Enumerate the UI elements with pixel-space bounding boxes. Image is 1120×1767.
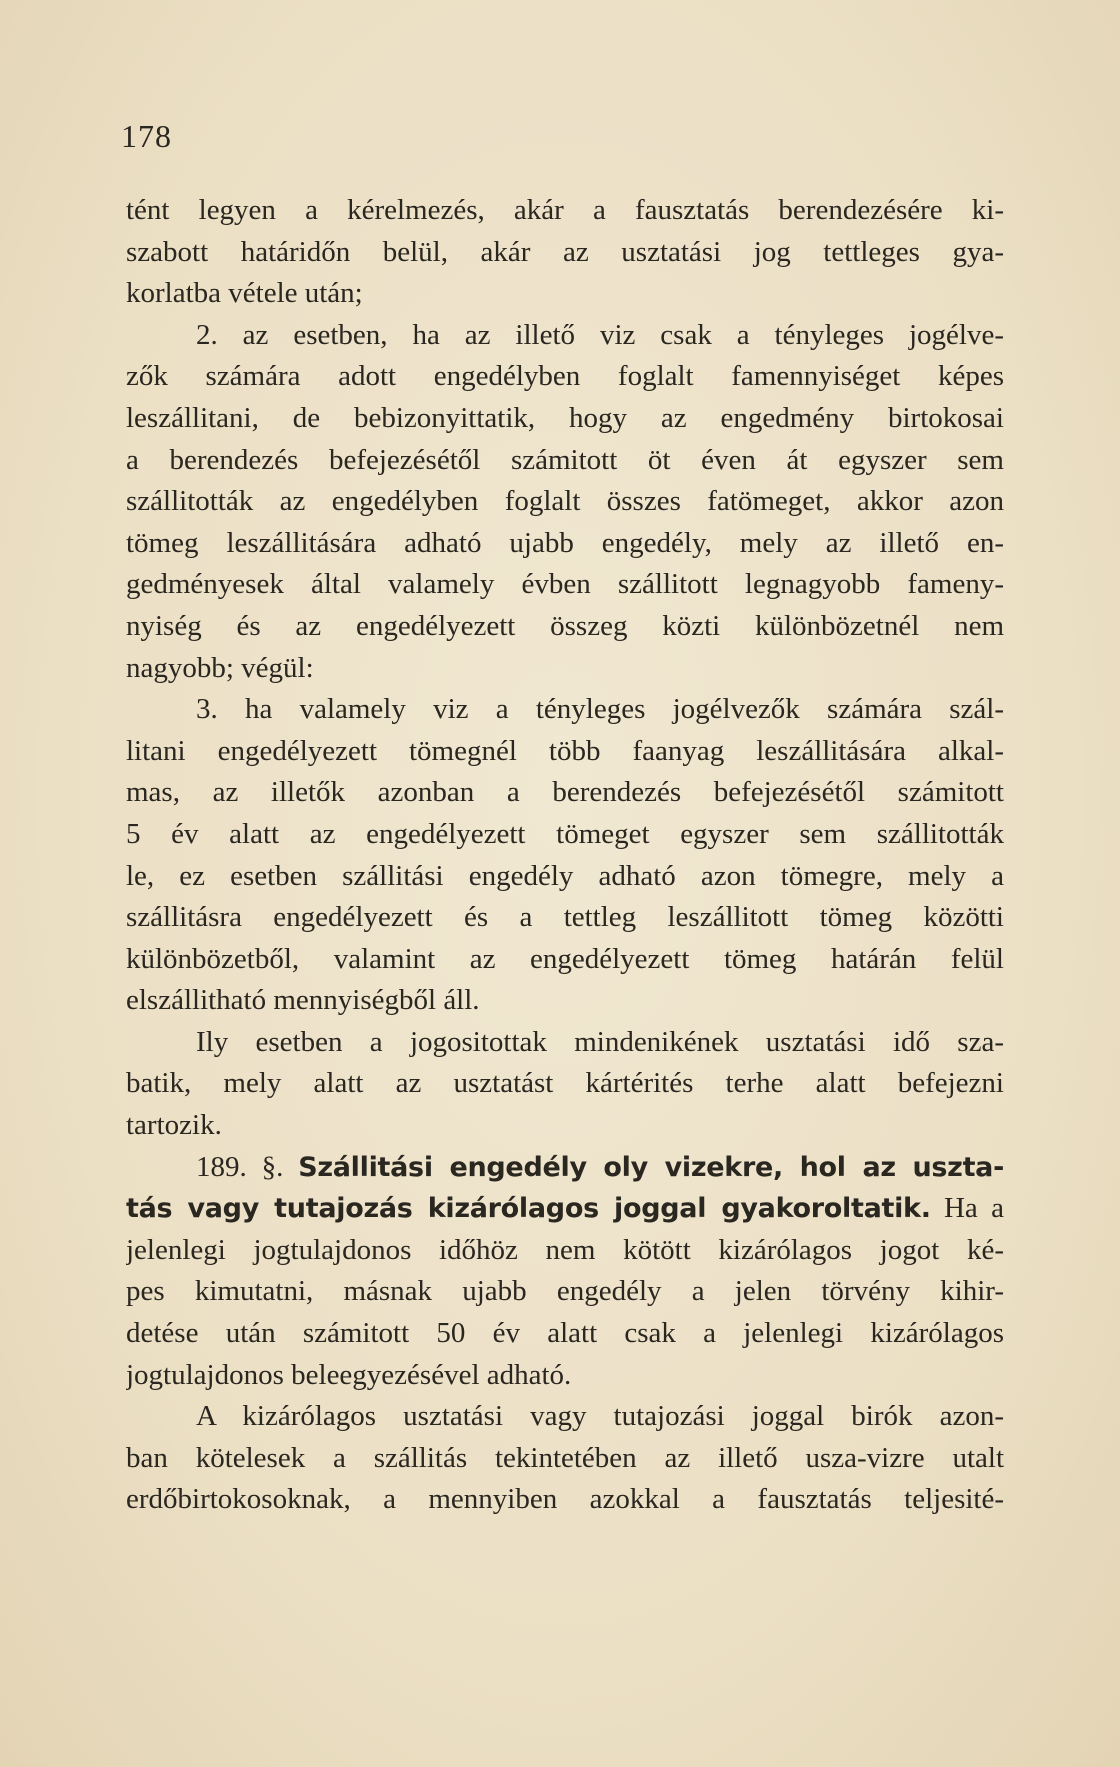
text-line: pes kimutatni, másnak ujabb engedély a jelen törvény kihir-	[126, 1275, 1004, 1308]
text-line: A kizárólagos usztatási vagy tutajozási joggal birók azon-	[196, 1400, 1004, 1433]
text-line: litani engedélyezett tömegnél több faanyag leszállitására alkal-	[126, 734, 1004, 767]
text-line: szállitásra engedélyezett és a tettleg leszállitott tömeg közötti	[126, 901, 1004, 934]
text-line: nyiség és az engedélyezett összeg közti különbözetnél nem	[126, 609, 1004, 642]
section-heading-line	[126, 1147, 1004, 1189]
section-heading: tás vagy tutajozás kizárólagos joggal gyakoroltatik.	[126, 1193, 931, 1225]
text-line: zők számára adott engedélyben foglalt famennyiséget képes	[126, 360, 1004, 393]
text-line: batik, mely alatt az usztatást kártérités terhe alatt befejezni	[126, 1067, 1004, 1100]
section-number: 189. §.	[196, 1150, 299, 1183]
text-line: szállitották az engedélyben foglalt összes fatömeget, akkor azon	[126, 485, 1004, 518]
text-line: nagyobb; végül:	[126, 651, 314, 684]
text-line: 3. ha valamely viz a tényleges jogélvezők számára szál-	[196, 693, 1004, 726]
text-line: le, ez esetben szállitási engedély adható azon tömegre, mely a	[126, 859, 1004, 892]
text-line: leszállitani, de bebizonyittatik, hogy az engedmény birtokosai	[126, 401, 1004, 434]
text-line: mas, az illetők azonban a berendezés befejezésétől számitott	[126, 776, 1004, 809]
text-line: 5 év alatt az engedélyezett tömeget egyszer sem szállitották	[126, 817, 1004, 850]
text-line: erdőbirtokosoknak, a mennyiben azokkal a fausztatás teljesité-	[126, 1483, 1004, 1516]
text-line: Ily esetben a jogositottak mindenikének usztatási idő sza-	[196, 1025, 1004, 1058]
text-line: szabott határidőn belül, akár az usztatási jog tettleges gya-	[126, 235, 1004, 268]
page-number: 178	[121, 118, 172, 154]
text-line: gedményesek által valamely évben szállitott legnagyobb fameny-	[126, 568, 1004, 601]
text-line: 2. az esetben, ha az illető viz csak a tényleges jogélve-	[196, 318, 1004, 351]
text-line: jelenlegi jogtulajdonos időhöz nem kötött kizárólagos jogot ké-	[126, 1233, 1004, 1266]
text-line: tömeg leszállitására adható ujabb engedély, mely az illető en-	[126, 526, 1004, 559]
text-line: ban kötelesek a szállitás tekintetében az illető usza-vizre utalt	[126, 1441, 1004, 1474]
text-line: különbözetből, valamint az engedélyezett tömeg határán felül	[126, 942, 1004, 975]
section-heading-line	[126, 1188, 1004, 1230]
text-line: detése után számitott 50 év alatt csak a jelenlegi kizárólagos	[126, 1317, 1004, 1350]
text-line: tartozik.	[126, 1109, 222, 1142]
text-line: elszállitható mennyiségből áll.	[126, 984, 480, 1017]
text-line: tént legyen a kérelmezés, akár a fausztatás berendezésére ki-	[126, 194, 1004, 226]
section-heading: Szállitási engedély oly vizekre, hol az uszta-	[298, 1151, 1004, 1183]
text-line: a berendezés befejezésétől számitott öt éven át egyszer sem	[126, 443, 1004, 476]
text-line: jogtulajdonos beleegyezésével adható.	[126, 1358, 572, 1391]
body-text	[126, 190, 1004, 1521]
text-line: korlatba vétele után;	[126, 277, 363, 310]
line-text: Ha a	[930, 1192, 1004, 1225]
